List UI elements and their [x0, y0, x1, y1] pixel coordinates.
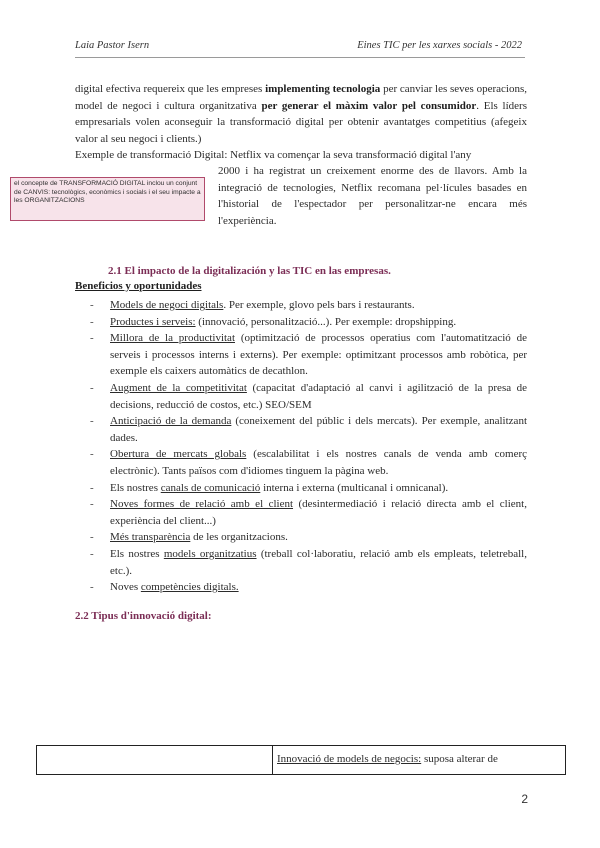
- list-item: [90, 413, 527, 446]
- list-dash: -: [90, 381, 94, 394]
- list-item-text: (optimització de processos operatius com l'automatització de serveis i processos interns i externs). Per exemple: optimitzant processos amb robòtica, per exemple els caixers automàtics de decathlon.: [110, 332, 527, 378]
- margin-comment: el concepte de TRANSFORMACIÓ DIGITAL inclou un conjunt de CANVIS: tecnològics, econòmics i socials i el seu impacte a les ORGANITZACIONS: [10, 177, 205, 221]
- paragraph-netflix-rest: 2000 i ha registrat un creixement enorme des de llavors. Amb la integració de tecnologies, Netflix recomana pel·lícules basades en l'historial de l'espectador per personalitzar-ne encara més l'experiència.: [218, 165, 527, 227]
- list-item-prefix: Els nostres: [110, 547, 164, 560]
- para1-bold-1: implementing tecnologia: [265, 83, 381, 95]
- list-item-prefix: Noves: [110, 581, 141, 594]
- list-item-term: models organitzatius: [163, 547, 257, 560]
- header-rule: [75, 57, 525, 58]
- list-item-term: Millora de la productivitat: [110, 332, 235, 345]
- list-dash: -: [90, 315, 94, 328]
- header-course: Eines TIC per les xarxes socials - 2022: [357, 40, 522, 51]
- section-title-2-1: 2.1 El impacto de la digitalización y las TIC en las empresas.: [108, 265, 391, 277]
- list-dash: -: [90, 332, 94, 345]
- list-item: [90, 529, 527, 546]
- list-dash: -: [90, 581, 94, 594]
- list-item: [90, 330, 527, 380]
- para1-text-1: digital efectiva requereix que les empreses: [75, 83, 266, 95]
- para1-text-2: per canviar les seves operacions, model de negoci i cultura organitzativa: [75, 83, 527, 112]
- list-item-text: (innovació, personalització...). Per exemple: dropshipping.: [195, 315, 457, 328]
- list-item-term: Anticipació de la demanda: [110, 415, 232, 428]
- list-item: [90, 314, 527, 331]
- list-dash: -: [90, 498, 94, 511]
- list-item-term: Obertura de mercats globals: [110, 448, 247, 461]
- list-item-text: (desintermediació i relació directa amb el client, experiència del client...): [110, 498, 527, 527]
- list-item-term: competències digitals.: [140, 581, 239, 594]
- table-cell-text: suposa alterar de: [421, 753, 498, 765]
- list-item-text: (escalabilitat i els nostres canals de venda amb comerç electrònic). Tants països com d'idiomes tinguem la pàgina web.: [110, 448, 527, 477]
- para1-text-3: . Els líders empresarials volen aconseguir la transformació digital per obtenir avantatges competitius (afegeix valor al seu negoci i clients.): [75, 99, 527, 145]
- list-item: [90, 297, 527, 314]
- para1-bold-2: per generar el màxim valor pel consumidor: [261, 99, 477, 112]
- list-dash: -: [90, 415, 94, 428]
- section-title-2-2: 2.2 Tipus d'innovació digital:: [75, 610, 212, 622]
- list-item-text: (capacitat d'adaptació al canvi i agilització de la presa de decisions, reducció de costos, etc.) SEO/SEM: [110, 381, 528, 411]
- list-item-prefix: Els nostres: [110, 481, 161, 494]
- page-number: 2: [521, 792, 528, 806]
- list-item-term: Productes i serveis:: [110, 315, 196, 328]
- header-author: Laia Pastor Isern: [75, 40, 150, 51]
- list-dash: -: [90, 448, 94, 461]
- list-item-term: Augment de la competitivitat: [110, 381, 247, 394]
- list-item-text: interna i externa (multicanal i omnicanal).: [260, 481, 449, 494]
- innovation-table: [36, 745, 566, 775]
- list-item-term: Noves formes de relació amb el client: [110, 498, 294, 511]
- list-dash: -: [90, 481, 94, 494]
- section-subtitle: Beneficios y oportunidades: [75, 280, 202, 292]
- list-item: [90, 546, 527, 579]
- list-item-term: canals de comunicació: [160, 481, 261, 494]
- list-item: [90, 496, 527, 529]
- list-item-term: Més transparència: [110, 531, 191, 544]
- list-dash: -: [90, 531, 94, 544]
- list-item: [90, 380, 527, 413]
- list-dash: -: [90, 547, 94, 560]
- table-cell: [277, 752, 561, 766]
- benefits-list: [90, 297, 527, 596]
- table-cell-link: Innovació de models de negocis:: [277, 753, 422, 765]
- list-item: [90, 446, 527, 479]
- list-item-text: de les organitzacions.: [190, 531, 288, 544]
- list-item-text: (treball col·laboratiu, relació amb els empleats, teletreball, etc.).: [110, 547, 527, 577]
- list-dash: -: [90, 299, 94, 311]
- list-item: [90, 480, 527, 497]
- paragraph-netflix-line1: Exemple de transformació Digital: Netflix va començar la seva transformació digital l'any: [75, 149, 472, 161]
- paragraph-transformation: [75, 81, 527, 147]
- list-item-text: (coneixement del públic i dels mercats). Per exemple, analitzant dades.: [110, 415, 527, 444]
- list-item: [90, 579, 527, 596]
- table-divider: [272, 746, 273, 774]
- list-item-term: Models de negoci digitals: [110, 299, 224, 311]
- list-item-text: . Per exemple, glovo pels bars i restaurants.: [223, 299, 415, 311]
